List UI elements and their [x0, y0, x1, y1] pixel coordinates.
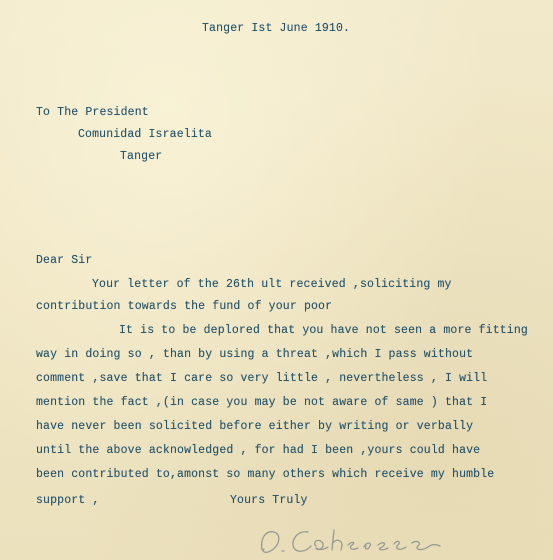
- body-line: until the above acknowledged , for had I been ,yours could have: [36, 444, 481, 457]
- salutation: Dear Sir: [36, 254, 93, 267]
- body-line: support ,: [36, 494, 100, 507]
- dateline: Tanger Ist June 1910.: [202, 22, 351, 35]
- body-line: Your letter of the 26th ult received ,soliciting my: [92, 278, 452, 291]
- closing: Yours Truly: [230, 494, 308, 507]
- body-line: have never been solicited before either by writing or verbally: [36, 420, 474, 433]
- body-line: contribution towards the fund of your poor: [36, 300, 333, 313]
- addressee-line-1: To The President: [36, 106, 149, 119]
- handwritten-signature: [256, 520, 456, 560]
- body-line: been contributed to,amonst so many others which receive my humble: [36, 468, 495, 481]
- addressee-line-3: Tanger: [120, 150, 163, 163]
- body-line: It is to be deplored that you have not seen a more fitting: [119, 324, 528, 337]
- body-line: mention the fact ,(in case you may be not aware of same ) that I: [36, 396, 488, 409]
- body-line: way in doing so , than by using a threat ,which I pass without: [36, 348, 474, 361]
- body-line: comment ,save that I care so very little , nevertheless , I will: [36, 372, 488, 385]
- addressee-line-2: Comunidad Israelita: [78, 128, 212, 141]
